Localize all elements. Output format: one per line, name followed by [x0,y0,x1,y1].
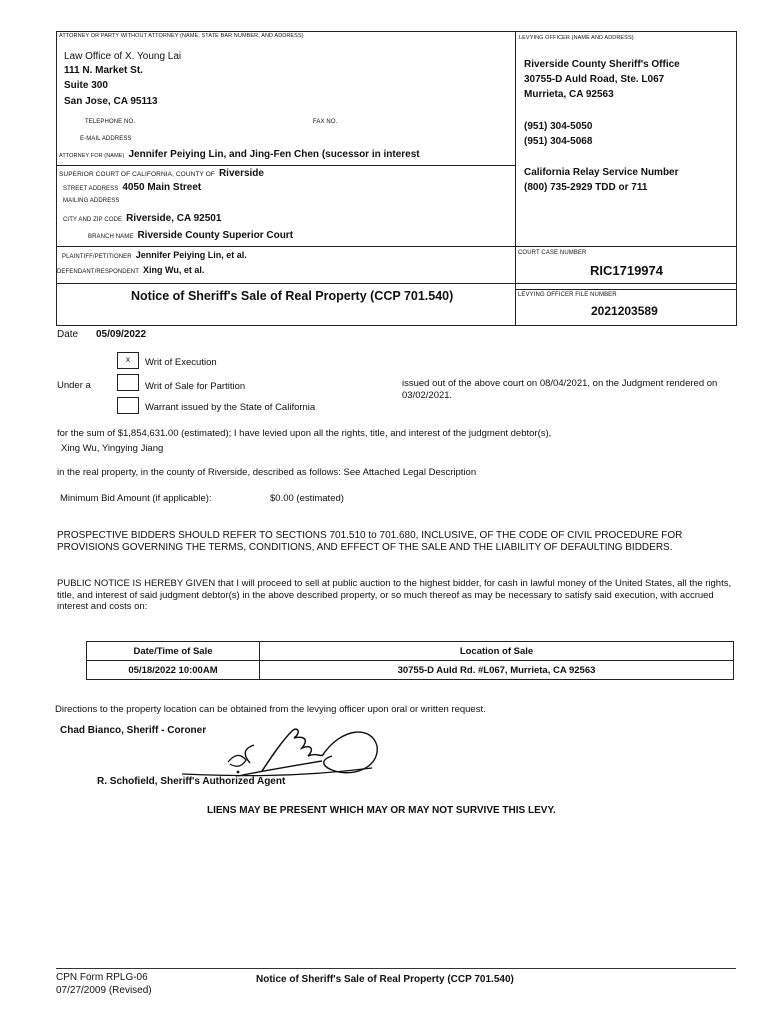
min-bid-label: Minimum Bid Amount (if applicable): [60,493,212,504]
footer-title: Notice of Sheriff's Sale of Real Property (CCP 701.540) [256,974,514,985]
date-label: Date [57,329,79,340]
warrant-checkbox[interactable] [117,397,139,414]
attorney-line-3: Suite 300 [64,80,108,91]
city-value: Riverside, CA 92501 [126,213,222,224]
city-label: CITY AND ZIP CODE [63,217,123,223]
defendant-value: Xing Wu, et al. [143,265,205,275]
plaintiff-label: PLAINTIFF/PETITIONER [62,254,132,260]
street-label: STREET ADDRESS [63,186,119,192]
sale-location: 30755-D Auld Rd. #L067, Murrieta, CA 92563 [260,661,734,680]
case-number: RIC1719974 [590,263,663,278]
court-county: Riverside [218,168,264,179]
attorney-line-2: 111 N. Market St. [64,65,143,76]
sale-header-location: Location of Sale [260,642,734,661]
telephone-label: TELEPHONE NO. [85,119,135,125]
court-row [59,168,264,179]
branch-row [88,230,293,241]
defendant-row [57,265,204,275]
sum-text: for the sum of $1,854,631.00 (estimated); I have levied upon all the rights, title, and interest of the judgment debtor(s), [57,428,552,439]
attorney-line-1: Law Office of X. Young Lai [64,51,182,62]
signature-drawing [172,716,382,782]
plaintiff-value: Jennifer Peiying Lin, et al. [135,250,247,260]
debtors-text: Xing Wu, Yingying Jiang [61,443,164,454]
attorney-for-label: ATTORNEY FOR (NAME) [59,153,125,159]
relay-line-1: California Relay Service Number [524,167,679,178]
writ-execution-mark: x [126,355,130,364]
issued-text: issued out of the above court on 08/04/2021, on the Judgment rendered on 03/02/2021. [402,378,718,401]
footer-form-line-1: CPN Form RPLG-06 [56,972,148,983]
property-text: in the real property, in the county of Riverside, described as follows: See Attached Legal Description [57,467,477,478]
attorney-label: ATTORNEY OR PARTY WITHOUT ATTORNEY (NAME, STATE BAR NUMBER, AND ADDRESS) [59,33,304,39]
liens-notice: LIENS MAY BE PRESENT WHICH MAY OR MAY NOT SURVIVE THIS LEVY. [207,805,556,816]
notice-title: Notice of Sheriff's Sale of Real Property (CCP 701.540) [131,289,454,303]
sale-table [86,641,734,680]
warrant-label: Warrant issued by the State of California [145,402,316,413]
sale-table-header [87,642,734,661]
rule-parties [56,246,736,247]
phone-1: (951) 304-5050 [524,121,593,132]
writ-sale-partition-checkbox[interactable] [117,374,139,391]
email-label: E-MAIL ADDRESS [80,136,132,142]
phone-2: (951) 304-5068 [524,136,593,147]
caption-divider [515,31,516,325]
mailing-row [63,198,120,204]
levying-line-2: 30755-D Auld Road, Ste. L067 [524,74,665,85]
street-row [63,182,201,193]
fax-label: FAX NO. [313,119,338,125]
branch-label: BRANCH NAME [88,234,134,240]
street-value: 4050 Main Street [122,182,202,193]
writ-execution-checkbox[interactable] [117,352,139,369]
levying-label: LEVYING OFFICER (NAME AND ADDRESS) [519,35,634,41]
rule-officer-file [516,289,736,290]
relay-line-2: (800) 735-2929 TDD or 711 [524,182,648,193]
branch-value: Riverside County Superior Court [137,230,294,241]
sale-header-datetime: Date/Time of Sale [87,642,260,661]
attorney-for-row [59,149,420,160]
rule-court [56,165,516,166]
defendant-label: DEFENDANT/RESPONDENT [57,269,140,275]
levying-line-3: Murrieta, CA 92563 [524,89,614,100]
sale-table-row [87,661,734,680]
agent-name: R. Schofield, Sheriff's Authorized Agent [97,776,286,787]
case-number-label: COURT CASE NUMBER [518,250,587,256]
attorney-for-value: Jennifer Peiying Lin, and Jing-Fen Chen (sucessor in interest [128,149,420,160]
date-value: 05/09/2022 [96,329,147,340]
mailing-label: MAILING ADDRESS [63,198,120,204]
attorney-line-4: San Jose, CA 95113 [64,96,158,107]
sheriff-name: Chad Bianco, Sheriff - Coroner [60,725,207,736]
min-bid-value: $0.00 (estimated) [270,493,344,504]
levying-line-1: Riverside County Sheriff's Office [524,59,680,70]
writ-sale-partition-label: Writ of Sale for Partition [145,381,246,392]
prospective-bidders-text: PROSPECTIVE BIDDERS SHOULD REFER TO SECTIONS 701.510 to 701.680, INCLUSIVE, OF THE CODE OF CIVIL PROCEDURE FOR PROVISIONS GOVERNING THE TERMS, CONDITIONS, AND EFFECT OF THE SALE AND THE LIABILITY OF DEFAULTING BIDDERS. [57,530,683,553]
public-notice-text: PUBLIC NOTICE IS HEREBY GIVEN that I will proceed to sell at public auction to the highest bidder, for cash in lawful money of the United States, all the rights, title, and interest of said judgment debtor(s) in the above described property, or so much thereof as may be necessary to satisfy said execution, with accrued interest and costs on: [57,578,732,612]
footer-rule [56,968,736,969]
file-number: 2021203589 [591,304,658,318]
writ-execution-label: Writ of Execution [145,357,217,368]
under-a-label: Under a [57,380,91,391]
directions-text: Directions to the property location can be obtained from the levying officer upon oral or written request. [55,704,486,715]
court-label: SUPERIOR COURT OF CALIFORNIA, COUNTY OF [59,171,215,178]
plaintiff-row [62,250,247,260]
rule-title [56,283,736,284]
city-row [63,213,221,224]
footer-form-line-2: 07/27/2009 (Revised) [56,985,152,996]
file-number-label: LEVYING OFFICER FILE NUMBER [518,292,617,298]
sale-datetime: 05/18/2022 10:00AM [87,661,260,680]
